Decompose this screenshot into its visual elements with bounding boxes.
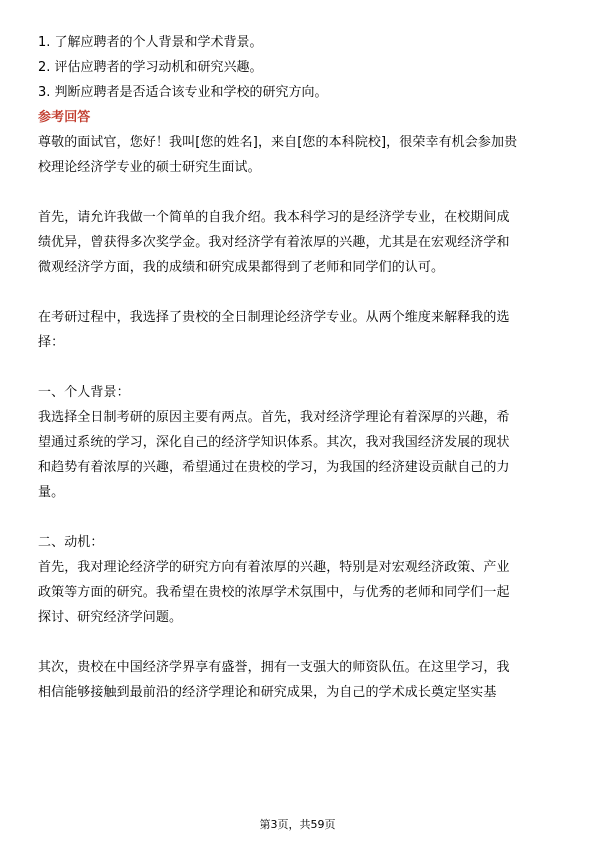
spacer xyxy=(38,180,558,205)
paragraph-line: 望通过系统的学习，深化自己的经济学知识体系。其次，我对我国经济发展的现状 xyxy=(38,435,510,450)
paragraph-line: 其次，贵校在中国经济学界享有盛誉，拥有一支强大的师资队伍。在这里学习，我 xyxy=(38,660,510,675)
paragraph-line: 尊敬的面试官，您好！我叫[您的姓名]，来自[您的本科院校]，很荣幸有机会参加贵 xyxy=(38,135,518,150)
spacer xyxy=(38,505,558,530)
spacer xyxy=(38,630,558,655)
paragraph-line: 校理论经济学专业的硕士研究生面试。 xyxy=(38,160,261,175)
paragraph-line: 政策等方面的研究。我希望在贵校的浓厚学术氛围中，与优秀的老师和同学们一起 xyxy=(38,585,510,600)
paragraph-line: 探讨、研究经济学问题。 xyxy=(38,610,183,625)
answer-heading: 参考回答 xyxy=(38,110,91,125)
list-item: 2. 评估应聘者的学习动机和研究兴趣。 xyxy=(38,60,263,75)
paragraph-line: 微观经济学方面，我的成绩和研究成果都得到了老师和同学们的认可。 xyxy=(38,260,445,275)
page-footer: 第3页，共59页 xyxy=(259,818,336,831)
paragraph-line: 量。 xyxy=(38,485,65,500)
paragraph-line: 首先，我对理论经济学的研究方向有着浓厚的兴趣，特别是对宏观经济政策、产业 xyxy=(38,560,510,575)
section-title: 二、动机： xyxy=(38,535,104,550)
paragraph-line: 绩优异，曾获得多次奖学金。我对经济学有着浓厚的兴趣，尤其是在宏观经济学和 xyxy=(38,235,510,250)
section-title: 一、个人背景： xyxy=(38,385,130,400)
paragraph-line: 首先，请允许我做一个简单的自我介绍。我本科学习的是经济学专业，在校期间成 xyxy=(38,210,510,225)
paragraph-line: 我选择全日制考研的原因主要有两点。首先，我对经济学理论有着深厚的兴趣，希 xyxy=(38,410,510,425)
document-page xyxy=(38,30,558,705)
paragraph-line: 在考研过程中，我选择了贵校的全日制理论经济学专业。从两个维度来解释我的选 xyxy=(38,310,510,325)
paragraph-line: 相信能够接触到最前沿的经济学理论和研究成果，为自己的学术成长奠定坚实基 xyxy=(38,685,497,700)
list-item: 3. 判断应聘者是否适合该专业和学校的研究方向。 xyxy=(38,85,328,100)
spacer xyxy=(38,280,558,305)
list-item: 1. 了解应聘者的个人背景和学术背景。 xyxy=(38,35,263,50)
spacer xyxy=(38,355,558,380)
paragraph-line: 择： xyxy=(38,335,65,350)
paragraph-line: 和趋势有着浓厚的兴趣，希望通过在贵校的学习，为我国的经济建设贡献自己的力 xyxy=(38,460,510,475)
